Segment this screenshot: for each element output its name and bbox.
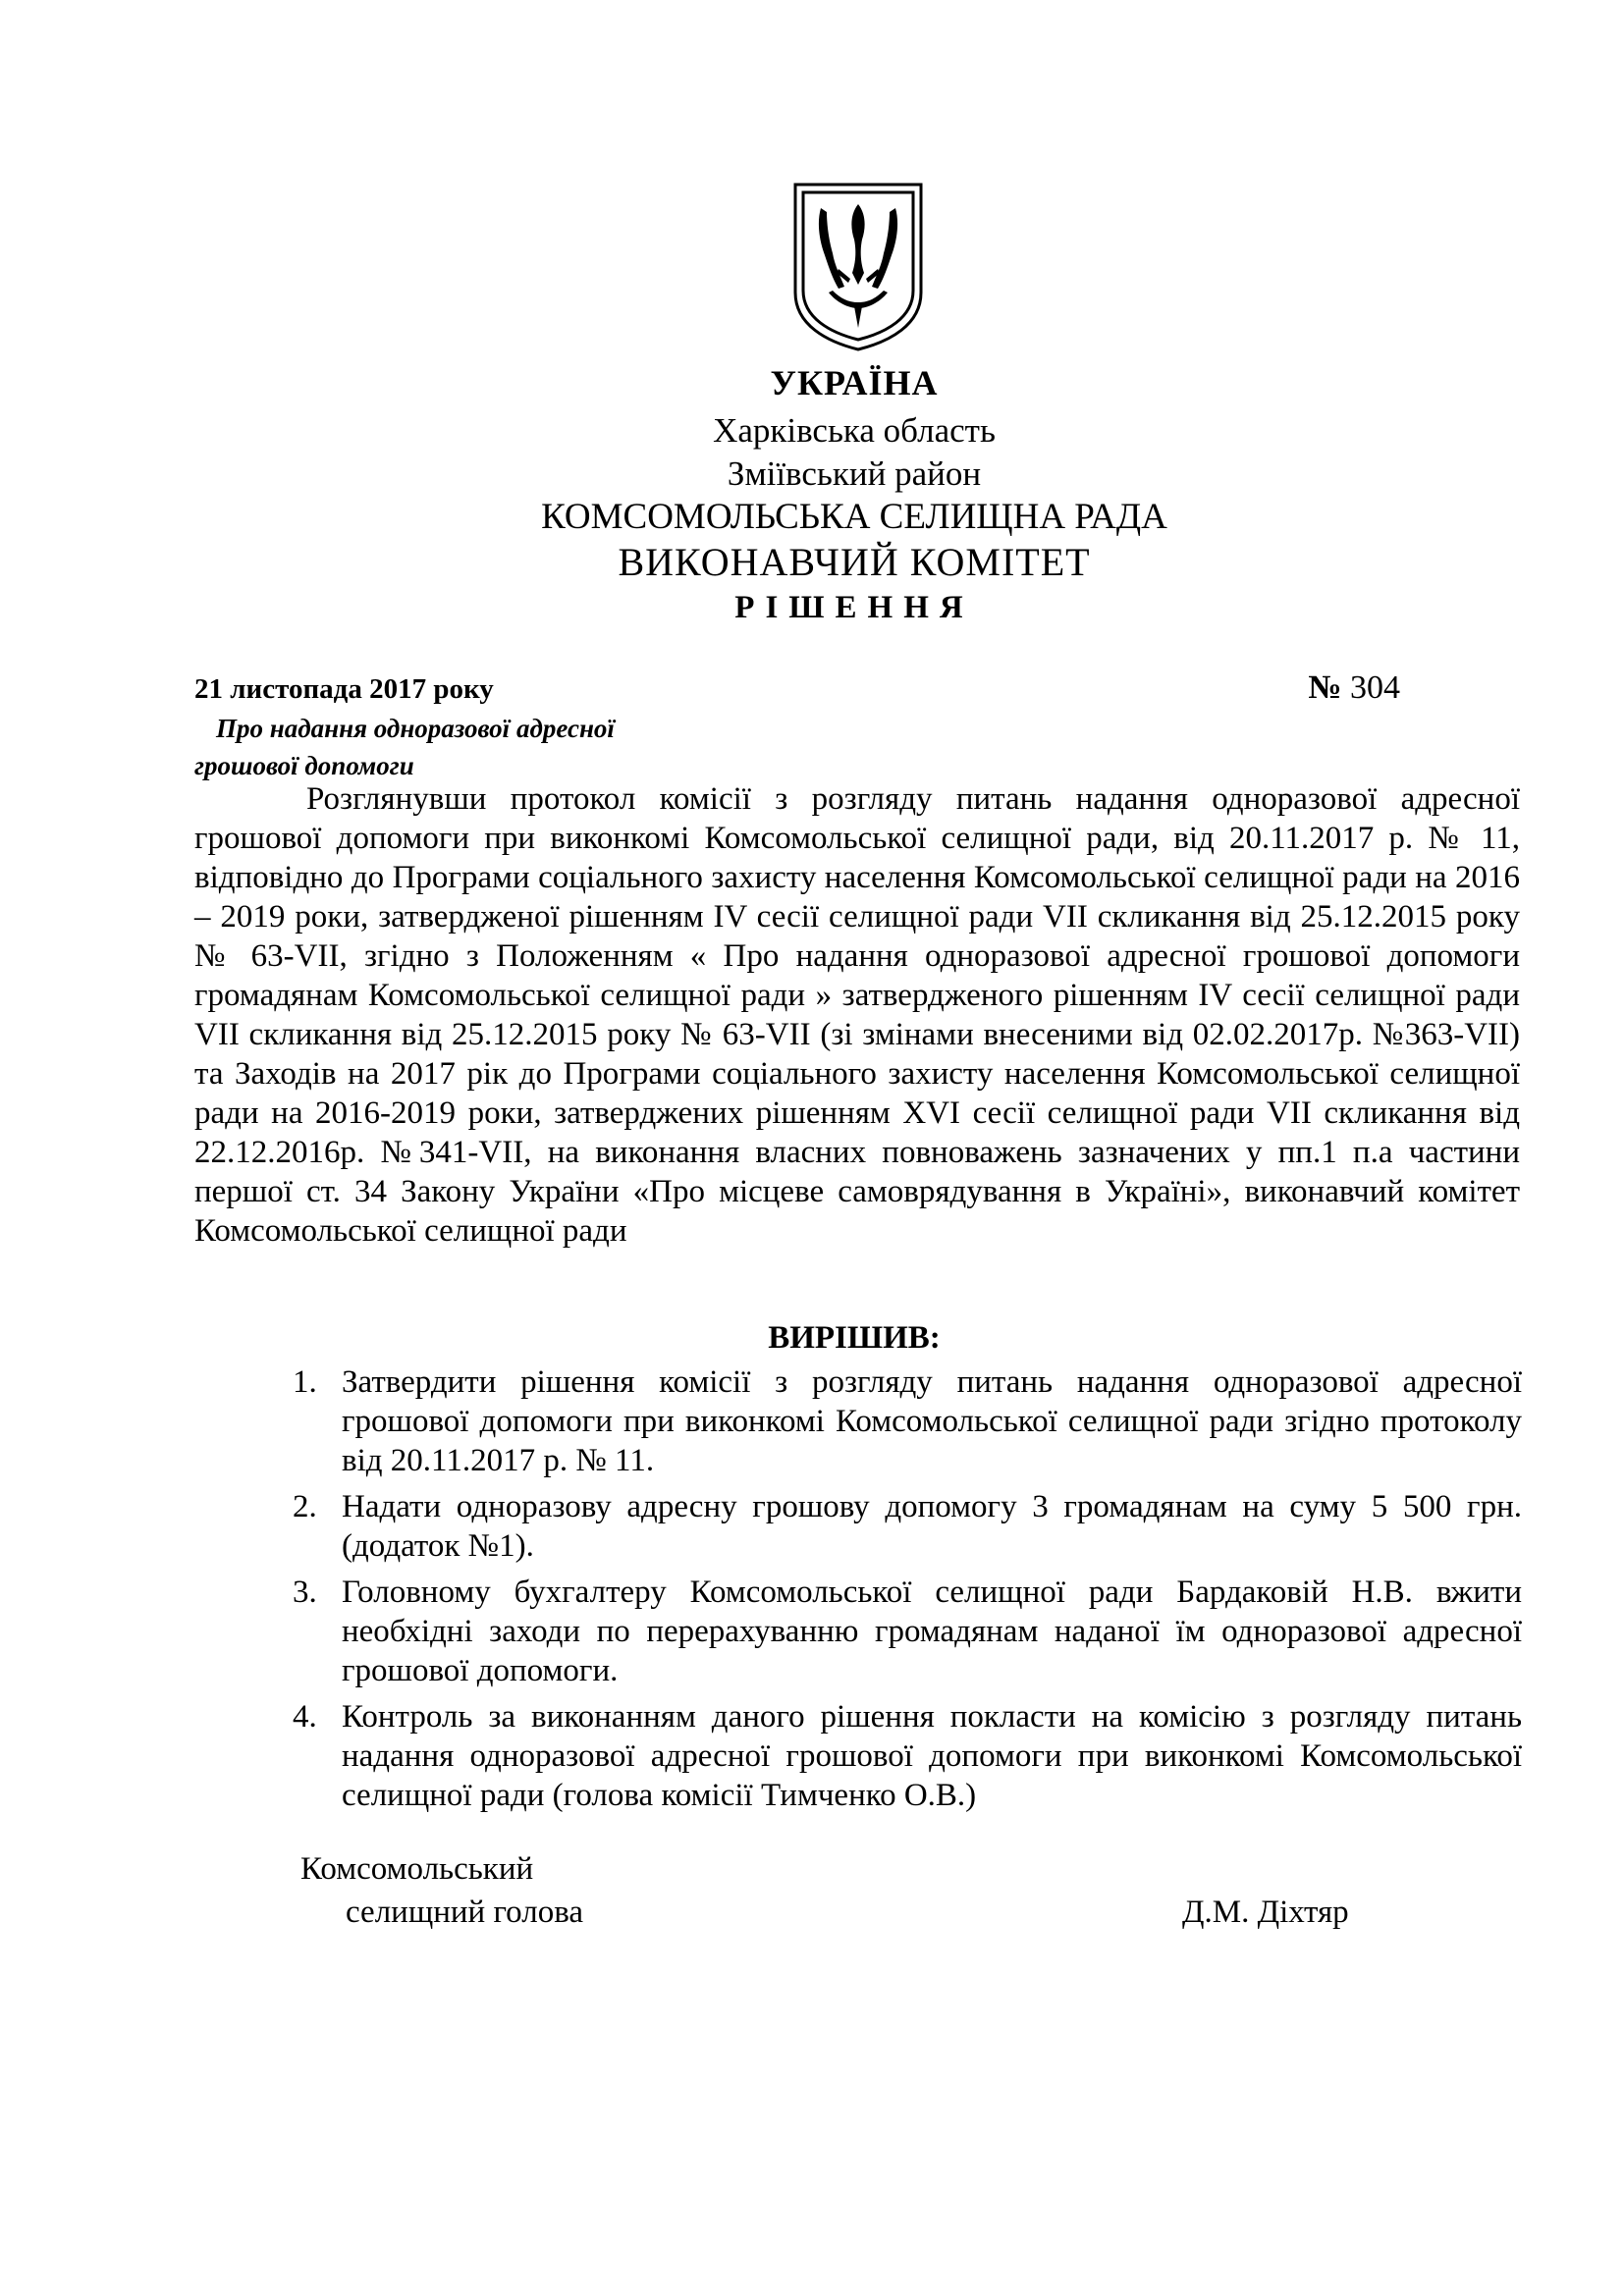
header-committee: ВИКОНАВЧИЙ КОМІТЕТ — [618, 540, 1091, 584]
list-item — [285, 1362, 1522, 1480]
signatory-title-line-2: селищний голова — [346, 1895, 584, 1930]
document-type-title: РІШЕННЯ — [734, 590, 974, 625]
item-text: Головному бухгалтеру Комсомольської селищної ради Бардаковій Н.В. вжити необхідні заходи по перерахуванню громадянам наданої їм одноразової адресної грошової допомоги. — [342, 1575, 1522, 1688]
decision-subject — [194, 710, 615, 784]
number-sign: № — [1308, 669, 1342, 706]
item-number: 1. — [293, 1364, 317, 1400]
item-number: 4. — [293, 1699, 317, 1735]
header-council: КОМСОМОЛЬСЬКА СЕЛИЩНА РАДА — [541, 497, 1167, 537]
subject-line-1: Про надання одноразової адресної — [216, 714, 615, 743]
decision-number — [1308, 669, 1400, 707]
list-item — [285, 1697, 1522, 1815]
tryzub-coat-of-arms-icon — [793, 183, 923, 351]
item-text: Затвердити рішення комісії з розгляду питань надання одноразової адресної грошової допомоги при виконкомі Комсомольської селищної ради згідно протоколу від 20.11.2017 р. № 11. — [342, 1364, 1522, 1478]
subject-line-2: грошової допомоги — [194, 751, 414, 780]
signatory-title-line-1: Комсомольський — [300, 1851, 534, 1887]
list-item — [285, 1487, 1522, 1566]
decision-date: 21 листопада 2017 року — [194, 673, 494, 705]
item-number: 2. — [293, 1489, 317, 1524]
item-number: 3. — [293, 1575, 317, 1610]
signatory-name: Д.М. Діхтяр — [1182, 1895, 1349, 1930]
item-text: Надати одноразову адресну грошову допомогу 3 громадянам на суму 5 500 грн. (додаток №1). — [342, 1489, 1522, 1564]
header-country: УКРАЇНА — [770, 363, 939, 402]
preamble-paragraph: Розглянувши протокол комісії з розгляду питань надання одноразової адресної грошової допомоги при виконкомі Комсомольської селищної ради, від 20.11.2017 р. № 11, відповідно до Програми соціального захисту населення Комсомольської селищної ради на 2016 – 2019 роки, затвердженої рішенням IV сесії селищної ради VII скликання від 25.12.2015 року № 63-VII, згідно з Положенням « Про надання одноразової адресної грошової допомоги громадянам Комсомольської селищної ради » затвердженого рішенням IV сесії селищної ради VII скликання від 25.12.2015 року № 63-VII (зі змінами внесеними від 02.02.2017р. №363-VII) та Заходів на 2017 рік до Програми соціального захисту населення Комсомольської селищної ради на 2016-2019 роки, затверджених рішенням XVI сесії селищної ради VII скликання від 22.12.2016р. №341-VII, на виконання власних повноважень зазначених у пп.1 п.а частини першої ст. 34 Закону України «Про місцеве самоврядування в Україні», виконавчий комітет Комсомольської селищної ради — [194, 781, 1520, 1249]
resolve-heading: ВИРІШИВ: — [768, 1320, 941, 1356]
header-raion: Зміївський район — [727, 454, 982, 493]
list-item — [285, 1573, 1522, 1690]
header-oblast: Харківська область — [713, 411, 996, 450]
item-text: Контроль за виконанням даного рішення покласти на комісію з розгляду питань надання одноразової адресної грошової допомоги при виконкомі Комсомольської селищної ради (голова комісії Тимченко О.В.) — [342, 1699, 1522, 1813]
number-value: 304 — [1350, 669, 1400, 706]
decision-items-list — [285, 1362, 1522, 1822]
